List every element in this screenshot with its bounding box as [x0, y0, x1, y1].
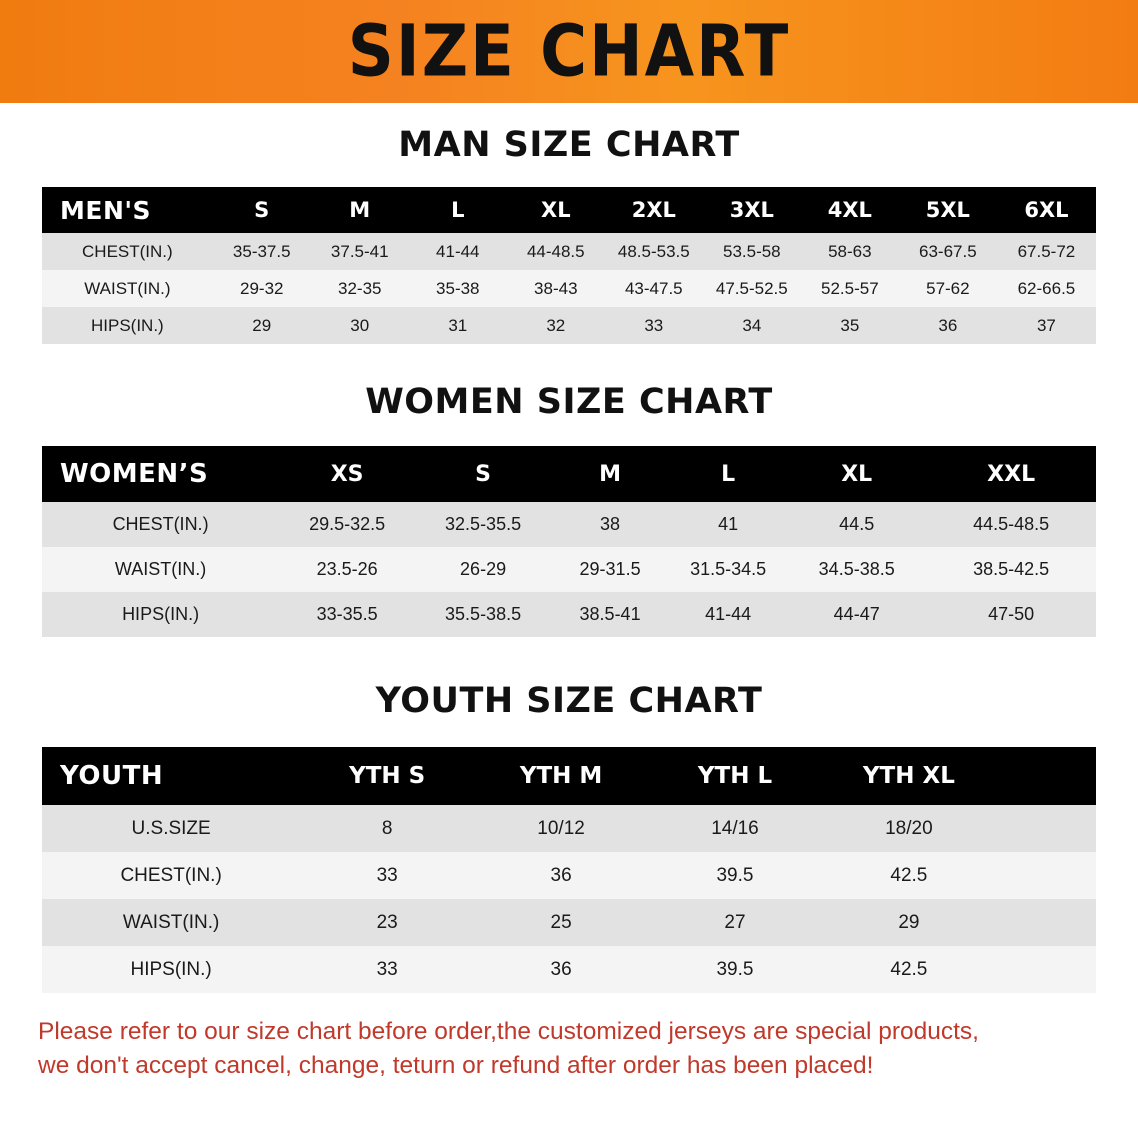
man-col-2xl: 2XL [631, 198, 676, 222]
youth-row-label-hips: HIPS(IN.) [42, 946, 300, 993]
youth-hips-spacer [996, 946, 1096, 993]
youth-row-label-waist: WAIST(IN.) [42, 899, 300, 946]
youth-table-header [42, 747, 1096, 805]
youth-chest-xl: 42.5 [822, 852, 996, 899]
man-hips-5xl: 36 [899, 307, 997, 344]
women-hips-l: 41-44 [669, 592, 787, 637]
youth-section-title: YOUTH SIZE CHART [375, 681, 763, 721]
man-col-5xl: 5XL [925, 198, 970, 222]
women-header-row [42, 446, 1096, 502]
youth-ussize-spacer [996, 805, 1096, 852]
youth-col-m: YTH M [519, 763, 603, 789]
youth-ussize-l: 14/16 [648, 805, 822, 852]
man-chest-2xl: 48.5-53.5 [605, 233, 703, 270]
table-row [42, 899, 1096, 946]
women-chest-xs: 29.5-32.5 [279, 502, 415, 547]
man-corner-label: MEN'S [60, 195, 152, 225]
man-table-header [42, 187, 1096, 233]
youth-hips-xl: 42.5 [822, 946, 996, 993]
table-row [42, 270, 1096, 307]
man-col-6xl: 6XL [1024, 198, 1069, 222]
man-waist-6xl: 62-66.5 [997, 270, 1096, 307]
women-section-title: WOMEN SIZE CHART [365, 382, 773, 422]
man-table-body [42, 233, 1096, 344]
women-row-label-waist: WAIST(IN.) [42, 547, 279, 592]
man-section-title: MAN SIZE CHART [398, 125, 740, 165]
man-chest-4xl: 58-63 [801, 233, 899, 270]
man-col-m: M [349, 198, 371, 222]
women-col-xxl: XXL [987, 461, 1036, 487]
women-waist-xxl: 38.5-42.5 [926, 547, 1096, 592]
man-chest-5xl: 63-67.5 [899, 233, 997, 270]
youth-waist-xl: 29 [822, 899, 996, 946]
women-table-body [42, 502, 1096, 637]
man-waist-l: 35-38 [409, 270, 507, 307]
women-row-label-hips: HIPS(IN.) [42, 592, 279, 637]
youth-ussize-m: 10/12 [474, 805, 648, 852]
table-row [42, 946, 1096, 993]
table-row [42, 805, 1096, 852]
banner [0, 0, 1138, 103]
women-waist-s: 26-29 [415, 547, 551, 592]
man-chest-m: 37.5-41 [311, 233, 409, 270]
women-waist-l: 31.5-34.5 [669, 547, 787, 592]
women-chest-m: 38 [551, 502, 669, 547]
man-row-label-waist: WAIST(IN.) [42, 270, 213, 307]
youth-corner-label: YOUTH [60, 761, 164, 791]
youth-hips-l: 39.5 [648, 946, 822, 993]
youth-table-body [42, 805, 1096, 993]
women-chest-l: 41 [669, 502, 787, 547]
youth-col-s: YTH S [349, 763, 426, 789]
man-hips-6xl: 37 [997, 307, 1096, 344]
youth-waist-m: 25 [474, 899, 648, 946]
women-table-header [42, 446, 1096, 502]
women-col-m: M [599, 461, 622, 487]
women-col-xl: XL [841, 461, 873, 487]
disclaimer-note [38, 1015, 1100, 1083]
women-table-wrap [42, 446, 1096, 637]
man-hips-m: 30 [311, 307, 409, 344]
youth-col-spacer [996, 747, 1096, 805]
youth-header-row [42, 747, 1096, 805]
women-chest-s: 32.5-35.5 [415, 502, 551, 547]
women-col-l: L [721, 461, 736, 487]
youth-hips-s: 33 [300, 946, 474, 993]
table-row [42, 502, 1096, 547]
man-waist-3xl: 47.5-52.5 [703, 270, 801, 307]
youth-chest-spacer [996, 852, 1096, 899]
man-chest-xl: 44-48.5 [507, 233, 605, 270]
youth-chest-s: 33 [300, 852, 474, 899]
table-row [42, 233, 1096, 270]
women-hips-xl: 44-47 [787, 592, 926, 637]
man-row-label-hips: HIPS(IN.) [42, 307, 213, 344]
women-corner-label: WOMEN’S [60, 459, 209, 489]
youth-ussize-s: 8 [300, 805, 474, 852]
women-row-label-chest: CHEST(IN.) [42, 502, 279, 547]
women-hips-s: 35.5-38.5 [415, 592, 551, 637]
man-waist-m: 32-35 [311, 270, 409, 307]
table-row [42, 547, 1096, 592]
women-waist-xl: 34.5-38.5 [787, 547, 926, 592]
man-chest-3xl: 53.5-58 [703, 233, 801, 270]
disclaimer-line-2: we don't accept cancel, change, teturn or refund after order has been placed! [38, 1051, 874, 1079]
women-chest-xl: 44.5 [787, 502, 926, 547]
disclaimer-line-1: Please refer to our size chart before order,the customized jerseys are special products, [38, 1018, 979, 1045]
banner-title: SIZE CHART [347, 10, 791, 93]
table-row [42, 592, 1096, 637]
women-waist-xs: 23.5-26 [279, 547, 415, 592]
man-waist-xl: 38-43 [507, 270, 605, 307]
women-col-xs: XS [330, 461, 364, 487]
man-table-wrap [42, 187, 1096, 344]
women-col-s: S [475, 461, 491, 487]
man-col-3xl: 3XL [729, 198, 774, 222]
youth-row-label-chest: CHEST(IN.) [42, 852, 300, 899]
youth-col-l: YTH L [697, 763, 773, 789]
man-col-l: L [451, 198, 465, 222]
man-hips-4xl: 35 [801, 307, 899, 344]
man-col-s: S [254, 198, 270, 222]
youth-col-xl: YTH XL [862, 763, 955, 789]
youth-waist-s: 23 [300, 899, 474, 946]
youth-waist-spacer [996, 899, 1096, 946]
man-waist-s: 29-32 [213, 270, 311, 307]
man-waist-5xl: 57-62 [899, 270, 997, 307]
man-hips-s: 29 [213, 307, 311, 344]
man-chest-s: 35-37.5 [213, 233, 311, 270]
man-waist-2xl: 43-47.5 [605, 270, 703, 307]
youth-row-label-ussize: U.S.SIZE [42, 805, 300, 852]
table-row [42, 307, 1096, 344]
man-waist-4xl: 52.5-57 [801, 270, 899, 307]
man-size-table [42, 187, 1096, 344]
table-row [42, 852, 1096, 899]
man-chest-6xl: 67.5-72 [997, 233, 1096, 270]
man-hips-3xl: 34 [703, 307, 801, 344]
man-hips-xl: 32 [507, 307, 605, 344]
youth-table-wrap [42, 747, 1096, 993]
women-chest-xxl: 44.5-48.5 [926, 502, 1096, 547]
youth-size-table [42, 747, 1096, 993]
youth-waist-l: 27 [648, 899, 822, 946]
youth-hips-m: 36 [474, 946, 648, 993]
man-row-label-chest: CHEST(IN.) [42, 233, 213, 270]
man-col-4xl: 4XL [827, 198, 872, 222]
women-hips-xs: 33-35.5 [279, 592, 415, 637]
youth-chest-l: 39.5 [648, 852, 822, 899]
man-chest-l: 41-44 [409, 233, 507, 270]
youth-chest-m: 36 [474, 852, 648, 899]
youth-ussize-xl: 18/20 [822, 805, 996, 852]
man-header-row [42, 187, 1096, 233]
man-hips-l: 31 [409, 307, 507, 344]
women-size-table [42, 446, 1096, 637]
man-col-xl: XL [541, 198, 571, 222]
women-hips-m: 38.5-41 [551, 592, 669, 637]
women-waist-m: 29-31.5 [551, 547, 669, 592]
man-hips-2xl: 33 [605, 307, 703, 344]
women-hips-xxl: 47-50 [926, 592, 1096, 637]
